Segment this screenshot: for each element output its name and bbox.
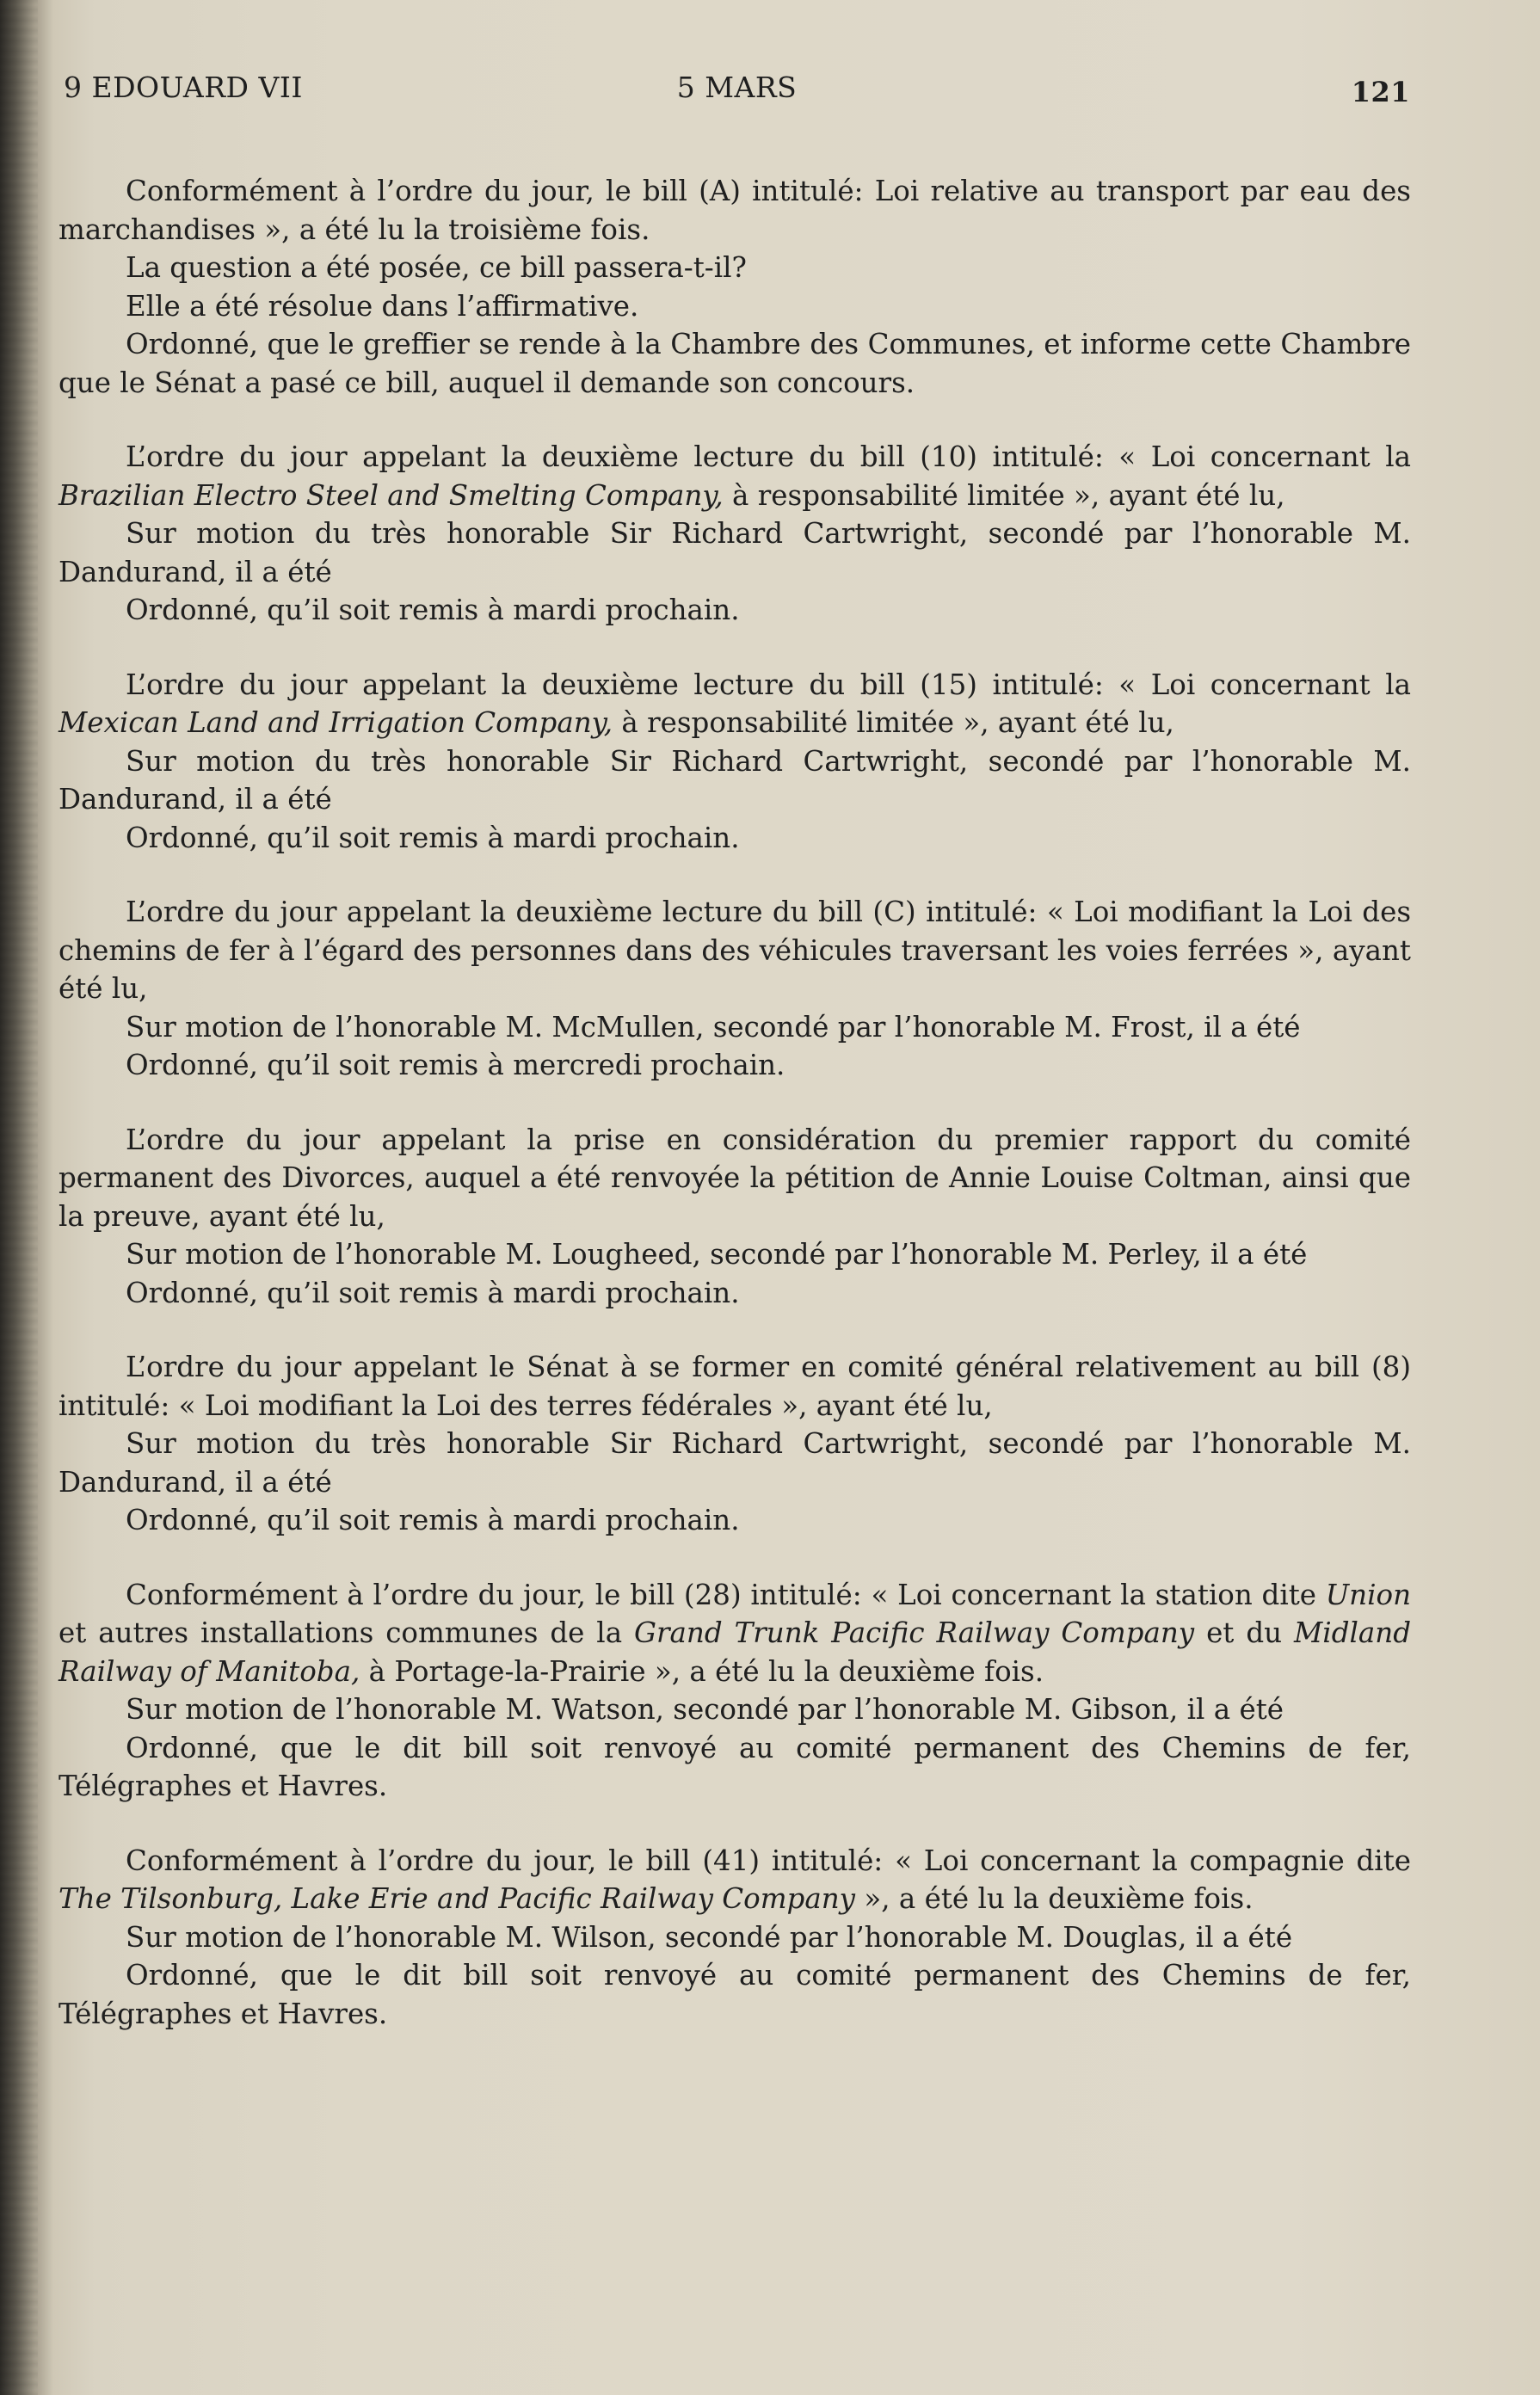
book-binding-edge [0,0,38,2395]
text-run: et du [1194,1616,1295,1649]
paragraph [59,1842,1411,1918]
paragraph: L’ordre du jour appelant la prise en considération du premier rapport du comité permanent des Divorces, auquel a été renvoyée la pétition de Annie Louise Coltman, ainsi que la preuve, ayant été lu, [59,1123,1411,1233]
paragraph: Ordonné, qu’il soit remis à mardi prochain. [126,594,740,626]
paragraph: Ordonné, qu’il soit remis à mardi prochain. [126,1276,740,1309]
paragraph: Sur motion de l’honorable M. Lougheed, secondé par l’honorable M. Perley, il a été [126,1238,1308,1271]
header-date: 5 MARS [676,71,798,104]
entry-bill-c [59,893,1411,1085]
paragraph: Sur motion de l’honorable M. Wilson, secondé par l’honorable M. Douglas, il a été [126,1920,1293,1954]
journal-body [59,172,1411,2033]
text-run: et autres installations communes de la [59,1616,635,1649]
text-run: à Portage-la-Prairie », a été lu la deuxième fois. [360,1654,1044,1688]
paragraph [59,438,1411,514]
entry-bill-41 [59,1842,1411,2034]
text-run: Conformément à l’ordre du jour, le bill (41) intitulé: « Loi concernant la compagnie dite [126,1844,1411,1877]
paragraph: Conformément à l’ordre du jour, le bill (A) intitulé: Loi relative au transport par eau des marchandises », a été lu la troisième fois. [59,175,1411,246]
entry-bill-8 [59,1348,1411,1540]
paragraph: Ordonné, que le greffier se rende à la Chambre des Communes, et informe cette Chambre que le Sénat a pasé ce bill, auquel il demande son concours. [59,328,1411,399]
text-run: L’ordre du jour appelant la deuxième lecture du bill (10) intitulé: « Loi concernant la [126,440,1411,473]
entry-bill-28 [59,1576,1411,1806]
paragraph: Elle a été résolue dans l’affirmative. [126,289,639,323]
paragraph: Sur motion de l’honorable M. Watson, secondé par l’honorable M. Gibson, il a été [126,1693,1284,1726]
paragraph [59,1576,1411,1691]
paragraph: L’ordre du jour appelant le Sénat à se former en comité général relativement au bill (8) intitulé: « Loi modifiant la Loi des terres fédérales », ayant été lu, [59,1351,1411,1422]
paragraph: Sur motion du très honorable Sir Richard Cartwright, secondé par l’honorable M. Dandurand, il a été [59,744,1411,816]
text-run: à responsabilité limitée », ayant été lu, [613,706,1174,739]
paragraph: L’ordre du jour appelant la deuxième lecture du bill (C) intitulé: « Loi modifiant la Loi des chemins de fer à l’égard des personnes dans des véhicules traversant les voies ferrées », ayant été lu, [59,896,1411,1005]
text-run: L’ordre du jour appelant la deuxième lecture du bill (15) intitulé: « Loi concernant la [126,668,1411,701]
paragraph: Ordonné, que le dit bill soit renvoyé au comité permanent des Chemins de fer, Télégraphes et Havres. [59,1959,1411,2030]
text-run: », a été lu la deuxième fois. [855,1882,1254,1915]
paragraph: Ordonné, que le dit bill soit renvoyé au comité permanent des Chemins de fer, Télégraphes et Havres. [59,1731,1411,1802]
page-number: 121 [1351,76,1410,108]
paragraph: Sur motion du très honorable Sir Richard Cartwright, secondé par l’honorable M. Dandurand, il a été [59,517,1411,588]
paragraph [59,666,1411,742]
paragraph: Ordonné, qu’il soit remis à mercredi prochain. [126,1049,785,1081]
text-run: Conformément à l’ordre du jour, le bill (28) intitulé: « Loi concernant la station dite [126,1578,1326,1611]
paragraph: La question a été posée, ce bill passera-t-il? [126,251,747,284]
company-name: Midland Railway of Manitoba, [59,1616,1411,1688]
text-run: à responsabilité limitée », ayant été lu, [723,478,1285,512]
company-name: Mexican Land and Irrigation Company, [59,706,613,739]
paragraph: Ordonné, qu’il soit remis à mardi prochain. [126,1504,740,1536]
entry-bill-a [59,172,1411,402]
header-session: 9 EDOUARD VII [64,71,303,104]
entry-bill-15 [59,666,1411,858]
paragraph: Ordonné, qu’il soit remis à mardi prochain. [126,821,740,854]
paragraph: Sur motion du très honorable Sir Richard Cartwright, secondé par l’honorable M. Dandurand, il a été [59,1427,1411,1499]
paragraph: Sur motion de l’honorable M. McMullen, secondé par l’honorable M. Frost, il a été [126,1010,1301,1044]
company-name: Brazilian Electro Steel and Smelting Company, [59,478,724,512]
running-header [64,71,1410,114]
entry-divorce-report [59,1121,1411,1313]
entry-bill-10 [59,438,1411,630]
station-name: Union [1325,1578,1411,1611]
company-name: The Tilsonburg, Lake Erie and Pacific Railway Company [59,1882,856,1915]
company-name: Grand Trunk Pacific Railway Company [634,1616,1195,1649]
